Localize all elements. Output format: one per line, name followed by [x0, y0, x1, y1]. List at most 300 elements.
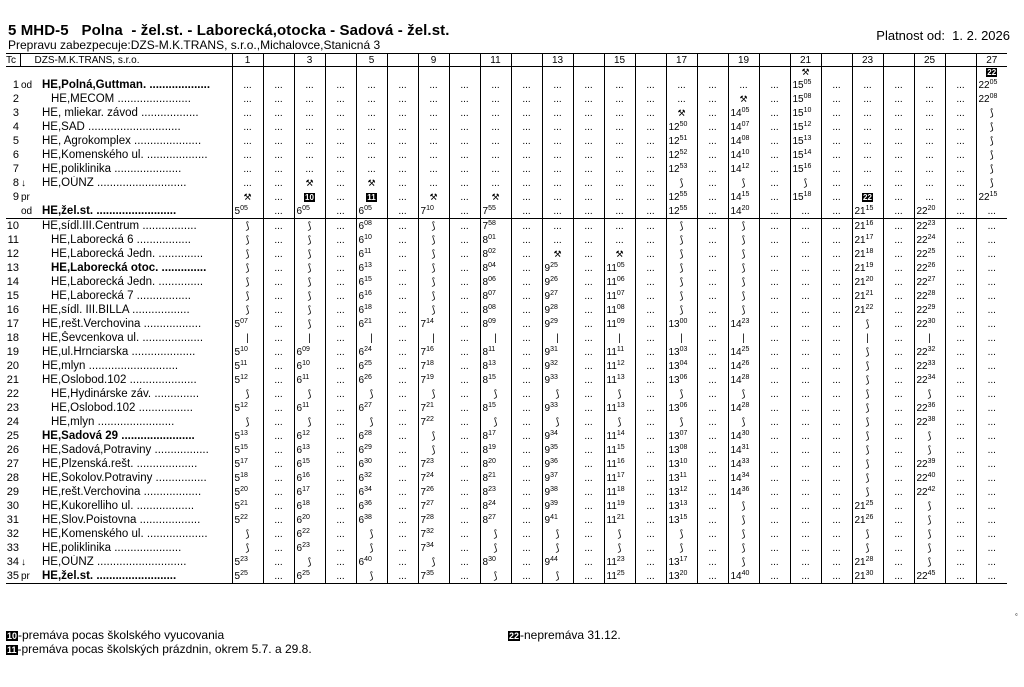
- timetable-cell: ...: [821, 331, 852, 345]
- top-mark: [883, 67, 914, 79]
- trip-number: [883, 54, 914, 67]
- timetable-cell: ...: [790, 373, 821, 387]
- departure-time: $5^{05}$: [232, 204, 263, 219]
- timetable-cell: ...: [263, 289, 294, 303]
- row-marker: [20, 303, 42, 317]
- timetable-cell: ...: [263, 513, 294, 527]
- timetable-cell: ...: [604, 106, 635, 120]
- skip-mark: ⟆: [294, 219, 325, 234]
- departure-time: $9^{39}$: [542, 499, 573, 513]
- timetable-cell: ...: [232, 92, 263, 106]
- timetable-cell: ...: [914, 92, 945, 106]
- timetable-cell: ...: [387, 162, 418, 176]
- note-22: [508, 628, 621, 642]
- timetable-cell: ...: [325, 527, 356, 541]
- timetable-cell: ...: [449, 541, 480, 555]
- timetable-cell: ...: [852, 176, 883, 190]
- timetable-cell: ...: [387, 289, 418, 303]
- timetable-cell: ...: [449, 429, 480, 443]
- timetable-cell: ...: [449, 233, 480, 247]
- timetable-cell: ...: [542, 176, 573, 190]
- timetable-cell: ...: [511, 120, 542, 134]
- timetable-cell: ...: [635, 233, 666, 247]
- top-mark: [232, 67, 263, 79]
- departure-time: $7^{32}$: [418, 527, 449, 541]
- row-number: 27: [6, 458, 19, 470]
- departure-time: $6^{29}$: [356, 443, 387, 457]
- timetable-cell: ...: [573, 204, 604, 219]
- timetable-cell: ...: [573, 415, 604, 429]
- timetable-cell: ...: [635, 92, 666, 106]
- skip-mark: ⟆: [914, 541, 945, 555]
- timetable-cell: ...: [573, 261, 604, 275]
- skip-mark: ⟆: [232, 289, 263, 303]
- stop-name: HE,žel.st. .........................: [42, 569, 232, 584]
- stop-row: [6, 148, 1007, 162]
- row-number: 12: [6, 248, 19, 260]
- stop-row: [6, 569, 1007, 584]
- timetable-cell: ...: [790, 401, 821, 415]
- departure-time: $11^{18}$: [604, 485, 635, 499]
- timetable-cell: ...: [511, 78, 542, 92]
- timetable-cell: ...: [449, 457, 480, 471]
- skip-mark: ⟆: [604, 541, 635, 555]
- timetable-cell: ...: [449, 373, 480, 387]
- timetable-cell: ...: [573, 331, 604, 345]
- skip-mark: ⟆: [728, 527, 759, 541]
- trip-number: 17: [666, 54, 697, 67]
- timetable-cell: ...: [976, 387, 1007, 401]
- departure-time: $9^{33}$: [542, 401, 573, 415]
- timetable-cell: ...: [697, 555, 728, 569]
- timetable-cell: ...: [976, 219, 1007, 234]
- timetable-cell: ...: [263, 204, 294, 219]
- timetable-cell: ...: [759, 457, 790, 471]
- timetable-cell: ...: [387, 443, 418, 457]
- skip-mark: ⟆: [294, 289, 325, 303]
- timetable-cell: ...: [263, 387, 294, 401]
- timetable-cell: ...: [976, 485, 1007, 499]
- departure-time: $15^{16}$: [790, 162, 821, 176]
- departure-time: $14^{34}$: [728, 471, 759, 485]
- skip-mark: ⟆: [666, 219, 697, 234]
- skip-mark: ⟆: [728, 541, 759, 555]
- pass-mark: |: [418, 331, 449, 345]
- departure-time: $22^{25}$: [914, 247, 945, 261]
- top-mark: [728, 67, 759, 79]
- skip-mark: ⟆: [294, 387, 325, 401]
- timetable-cell: ...: [821, 176, 852, 190]
- departure-time: $11^{19}$: [604, 499, 635, 513]
- departure-time: $9^{32}$: [542, 359, 573, 373]
- timetable-cell: ...: [294, 162, 325, 176]
- timetable-cell: ...: [387, 401, 418, 415]
- departure-time: $8^{27}$: [480, 513, 511, 527]
- departure-time: $15^{14}$: [790, 148, 821, 162]
- row-marker: [20, 317, 42, 331]
- timetable-cell: ...: [976, 401, 1007, 415]
- skip-mark: ⟆: [852, 443, 883, 457]
- departure-time: $7^{58}$: [480, 219, 511, 234]
- departure-time: $21^{16}$: [852, 219, 883, 234]
- departure-time: $14^{10}$: [728, 148, 759, 162]
- timetable-cell: ...: [511, 415, 542, 429]
- row-marker: [20, 345, 42, 359]
- departure-time: $22^{15}$: [976, 190, 1007, 204]
- timetable-cell: ...: [449, 415, 480, 429]
- departure-time: $8^{09}$: [480, 317, 511, 331]
- timetable-cell: ...: [542, 78, 573, 92]
- departure-time: $13^{13}$: [666, 499, 697, 513]
- trip-number: 13: [542, 54, 573, 67]
- timetable-cell: ...: [697, 78, 728, 92]
- trip-number: 23: [852, 54, 883, 67]
- timetable-cell: ...: [511, 513, 542, 527]
- timetable-cell: ...: [635, 78, 666, 92]
- top-mark: [852, 67, 883, 79]
- row-marker: [20, 359, 42, 373]
- timetable-cell: ...: [821, 275, 852, 289]
- note-11-mark: 11: [7, 645, 17, 655]
- timetable-cell: ...: [511, 569, 542, 584]
- timetable-cell: ...: [821, 415, 852, 429]
- timetable-cell: ...: [945, 120, 976, 134]
- trip-number: [697, 54, 728, 67]
- departure-time: $6^{17}$: [294, 485, 325, 499]
- row-marker: [20, 485, 42, 499]
- departure-time: $7^{21}$: [418, 401, 449, 415]
- departure-time: $11^{06}$: [604, 275, 635, 289]
- skip-mark: ⟆: [728, 513, 759, 527]
- stop-name: HE,Oslobod.102 .................: [51, 402, 193, 414]
- timetable-cell: ...: [914, 78, 945, 92]
- departure-time: $22^{42}$: [914, 485, 945, 499]
- stop-row: [6, 485, 1007, 499]
- skip-mark: ⟆: [418, 289, 449, 303]
- skip-mark: ⟆: [728, 499, 759, 513]
- skip-mark: ⟆: [914, 499, 945, 513]
- timetable-cell: ...: [263, 443, 294, 457]
- timetable-cell: ...: [325, 176, 356, 190]
- departure-time: $11^{23}$: [604, 555, 635, 569]
- timetable-cell: ...: [759, 331, 790, 345]
- timetable-cell: ...: [635, 275, 666, 289]
- timetable-cell: ...: [945, 513, 976, 527]
- departure-time: $7^{34}$: [418, 541, 449, 555]
- timetable-cell: ...: [511, 247, 542, 261]
- timetable-cell: ...: [883, 190, 914, 204]
- timetable-cell: ...: [821, 555, 852, 569]
- timetable-cell: ...: [883, 527, 914, 541]
- trip-number: [511, 54, 542, 67]
- stop-name: HE,Sokolov.Potraviny ................: [42, 472, 207, 484]
- timetable-cell: ...: [542, 162, 573, 176]
- timetable-cell: ...: [449, 443, 480, 457]
- stop-name: HE,OÚNZ ............................: [42, 556, 187, 568]
- departure-time: $22^{05}$: [976, 78, 1007, 92]
- timetable-cell: ...: [263, 247, 294, 261]
- top-mark: [387, 67, 418, 79]
- trip-number: [945, 54, 976, 67]
- timetable-cell: ...: [759, 345, 790, 359]
- skip-mark: ⟆: [418, 555, 449, 569]
- timetable-cell: ...: [325, 219, 356, 234]
- timetable-cell: ...: [821, 219, 852, 234]
- timetable-cell: ...: [263, 331, 294, 345]
- skip-mark: ⟆: [604, 387, 635, 401]
- stop-name: HE,rešt.Verchovina ..................: [42, 486, 202, 498]
- skip-mark: ⟆: [418, 261, 449, 275]
- timetable-cell: ...: [325, 303, 356, 317]
- timetable-cell: ...: [449, 78, 480, 92]
- row-number: 24: [6, 416, 19, 428]
- departure-time: $9^{44}$: [542, 555, 573, 569]
- departure-time: $21^{17}$: [852, 233, 883, 247]
- departure-time: $5^{22}$: [232, 513, 263, 527]
- timetable-cell: ...: [697, 527, 728, 541]
- timetable-cell: ...: [945, 148, 976, 162]
- departure-time: $8^{30}$: [480, 555, 511, 569]
- row-number: 26: [6, 444, 19, 456]
- stop-row: [6, 162, 1007, 176]
- departure-time: $13^{04}$: [666, 359, 697, 373]
- skip-mark: ⟆: [356, 387, 387, 401]
- timetable-cell: ...: [821, 485, 852, 499]
- row-marker: [20, 289, 42, 303]
- stop-row: [6, 120, 1007, 134]
- timetable-cell: ...: [914, 106, 945, 120]
- stop-row: [6, 513, 1007, 527]
- departure-time: $11^{16}$: [604, 457, 635, 471]
- departure-time: $14^{30}$: [728, 429, 759, 443]
- timetable-cell: ...: [759, 120, 790, 134]
- timetable-cell: ...: [759, 289, 790, 303]
- skip-mark: ⟆: [728, 247, 759, 261]
- note-11-text: -premáva pocas školských prázdnin, okrem 5.7. a 29.8.: [17, 642, 312, 656]
- skip-mark: ⟆: [604, 415, 635, 429]
- timetable-cell: ...: [759, 415, 790, 429]
- timetable-cell: ...: [759, 261, 790, 275]
- timetable-cell: ...: [573, 387, 604, 401]
- timetable-cell: ...: [759, 176, 790, 190]
- row-marker: [20, 120, 42, 134]
- timetable-cell: ...: [480, 162, 511, 176]
- departure-time: $13^{11}$: [666, 471, 697, 485]
- departure-time: $21^{18}$: [852, 247, 883, 261]
- timetable-cell: ...: [635, 401, 666, 415]
- timetable-cell: ...: [976, 303, 1007, 317]
- timetable-cell: ...: [573, 457, 604, 471]
- timetable-cell: ...: [945, 247, 976, 261]
- timetable-cell: ...: [945, 555, 976, 569]
- timetable-cell: ...: [449, 275, 480, 289]
- trip-number: [263, 54, 294, 67]
- timetable-cell: ...: [449, 359, 480, 373]
- timetable-cell: ...: [573, 219, 604, 234]
- departure-time: $6^{25}$: [294, 569, 325, 584]
- timetable-cell: ...: [573, 499, 604, 513]
- departure-time: $6^{10}$: [356, 233, 387, 247]
- skip-mark: ⟆: [666, 303, 697, 317]
- timetable-cell: ...: [945, 499, 976, 513]
- stop-row: [6, 190, 1007, 204]
- stop-row: [6, 134, 1007, 148]
- timetable-cell: ...: [356, 78, 387, 92]
- departure-time: $13^{00}$: [666, 317, 697, 331]
- departure-time: $15^{08}$: [790, 92, 821, 106]
- skip-mark: ⟆: [852, 387, 883, 401]
- departure-time: $5^{11}$: [232, 359, 263, 373]
- timetable-cell: ...: [232, 176, 263, 190]
- timetable-cell: ...: [883, 499, 914, 513]
- timetable-cell: ...: [976, 247, 1007, 261]
- timetable-cell: ...: [976, 373, 1007, 387]
- timetable-cell: ...: [635, 415, 666, 429]
- timetable-cell: ...: [449, 527, 480, 541]
- departure-time: $14^{15}$: [728, 190, 759, 204]
- departure-time: $6^{23}$: [294, 541, 325, 555]
- timetable-cell: ...: [821, 190, 852, 204]
- departure-time: $6^{18}$: [294, 499, 325, 513]
- row-marker: [20, 148, 42, 162]
- timetable-cell: ...: [697, 190, 728, 204]
- timetable-cell: ...: [759, 443, 790, 457]
- departure-time: $9^{41}$: [542, 513, 573, 527]
- top-mark: [604, 67, 635, 79]
- timetable-cell: ...: [697, 541, 728, 555]
- skip-mark: ⟆: [418, 429, 449, 443]
- row-number: 19: [6, 346, 19, 358]
- timetable-cell: ...: [573, 317, 604, 331]
- timetable-cell: ...: [573, 527, 604, 541]
- timetable-cell: ...: [945, 457, 976, 471]
- timetable-cell: ...: [697, 429, 728, 443]
- timetable-cell: ...: [759, 471, 790, 485]
- timetable-cell: ...: [449, 148, 480, 162]
- departure-time: $7^{35}$: [418, 569, 449, 584]
- departure-time: $22^{32}$: [914, 345, 945, 359]
- timetable-cell: ...: [325, 499, 356, 513]
- timetable-cell: ...: [542, 134, 573, 148]
- departure-time: $14^{05}$: [728, 106, 759, 120]
- workday-icon: ⚒: [542, 247, 573, 261]
- timetable-cell: ...: [976, 429, 1007, 443]
- validity: [876, 28, 1010, 43]
- row-number: 18: [6, 332, 19, 344]
- skip-mark: ⟆: [232, 219, 263, 234]
- timetable-cell: ...: [511, 429, 542, 443]
- departure-time: $9^{35}$: [542, 443, 573, 457]
- timetable-cell: ...: [759, 92, 790, 106]
- departure-time: $12^{50}$: [666, 120, 697, 134]
- timetable-cell: ...: [697, 513, 728, 527]
- timetable-cell: ...: [976, 513, 1007, 527]
- row-number: [6, 204, 20, 219]
- timetable-cell: ...: [325, 471, 356, 485]
- timetable-cell: ...: [387, 120, 418, 134]
- row-marker: pr: [21, 192, 30, 203]
- skip-mark: ⟆: [232, 303, 263, 317]
- timetable-cell: ...: [759, 527, 790, 541]
- timetable-cell: ...: [325, 233, 356, 247]
- timetable-cell: ...: [790, 204, 821, 219]
- timetable-cell: ...: [263, 359, 294, 373]
- timetable-cell: ...: [387, 190, 418, 204]
- timetable-cell: ...: [976, 457, 1007, 471]
- row-marker: [20, 401, 42, 415]
- departure-time: $12^{55}$: [666, 204, 697, 219]
- row-number: 14: [6, 276, 19, 288]
- departure-time: $6^{28}$: [356, 429, 387, 443]
- departure-time: $6^{10}$: [294, 359, 325, 373]
- timetable-cell: ...: [263, 317, 294, 331]
- timetable-cell: ...: [945, 331, 976, 345]
- stop-row: [6, 471, 1007, 485]
- timetable-cell: ...: [697, 387, 728, 401]
- workday-icon: ⚒: [232, 190, 263, 204]
- stop-row: [6, 247, 1007, 261]
- timetable-cell: ...: [790, 555, 821, 569]
- departure-time: $6^{24}$: [356, 345, 387, 359]
- timetable-cell: ...: [511, 485, 542, 499]
- timetable-cell: ...: [759, 78, 790, 92]
- timetable-cell: ...: [232, 148, 263, 162]
- timetable-cell: ...: [542, 233, 573, 247]
- skip-mark: ⟆: [418, 247, 449, 261]
- timetable-cell: ...: [883, 345, 914, 359]
- departure-time: $6^{26}$: [356, 373, 387, 387]
- timetable-cell: ...: [790, 261, 821, 275]
- row-number: 4: [12, 121, 19, 133]
- timetable-cell: ...: [790, 247, 821, 261]
- skip-mark: ⟆: [976, 162, 1007, 176]
- skip-mark: ⟆: [666, 541, 697, 555]
- timetable-cell: ...: [387, 513, 418, 527]
- timetable-cell: ...: [480, 120, 511, 134]
- departure-time: $5^{23}$: [232, 555, 263, 569]
- pass-mark: |: [542, 331, 573, 345]
- workday-icon: ⚒: [480, 190, 511, 204]
- header-tc: Tc: [6, 54, 20, 67]
- timetable-cell: ...: [387, 134, 418, 148]
- timetable-cell: ...: [573, 162, 604, 176]
- row-number: 33: [6, 542, 19, 554]
- timetable-cell: ...: [480, 78, 511, 92]
- row-number: 30: [6, 500, 19, 512]
- timetable-cell: ...: [263, 176, 294, 190]
- departure-time: $15^{05}$: [790, 78, 821, 92]
- timetable-cell: ...: [511, 190, 542, 204]
- timetable-cell: ...: [883, 541, 914, 555]
- stop-row: [6, 275, 1007, 289]
- timetable-cell: ...: [511, 233, 542, 247]
- timetable-cell: ...: [883, 513, 914, 527]
- timetable-cell: ...: [480, 148, 511, 162]
- timetable-cell: ...: [666, 78, 697, 92]
- timetable-cell: ...: [883, 415, 914, 429]
- departure-time: $6^{15}$: [294, 457, 325, 471]
- timetable-cell: ...: [263, 233, 294, 247]
- timetable-cell: ...: [697, 303, 728, 317]
- timetable-cell: ...: [449, 387, 480, 401]
- row-marker: [20, 471, 42, 485]
- timetable-cell: ...: [945, 162, 976, 176]
- timetable-cell: ...: [511, 401, 542, 415]
- departure-time: $21^{25}$: [852, 499, 883, 513]
- timetable-cell: ...: [976, 555, 1007, 569]
- timetable-cell: ...: [573, 359, 604, 373]
- timetable-cell: ...: [573, 120, 604, 134]
